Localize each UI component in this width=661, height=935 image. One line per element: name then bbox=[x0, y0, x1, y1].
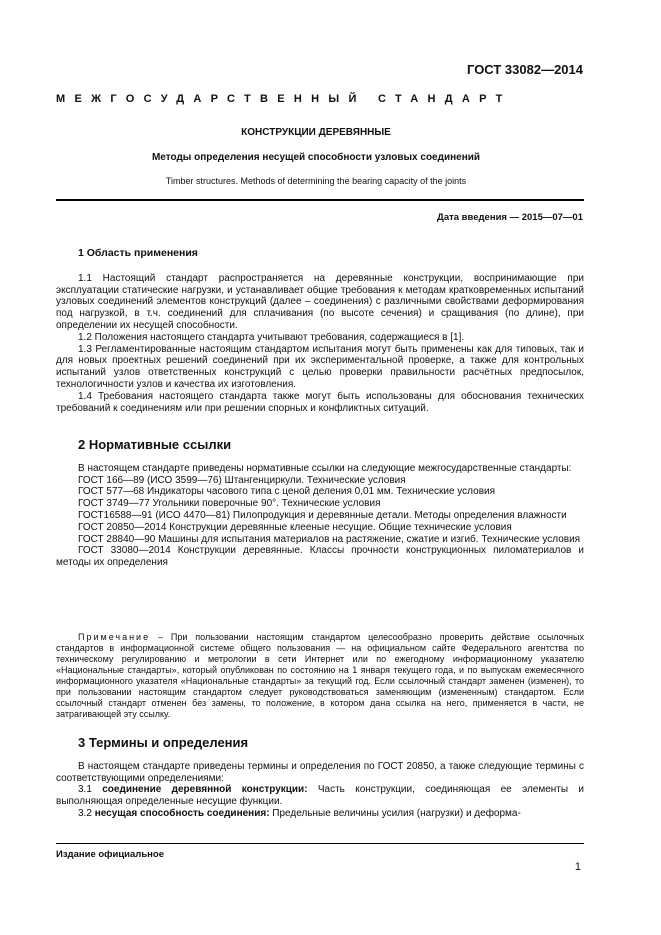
section-3-intro: В настоящем стандарте приведены термины и определения по ГОСТ 20850, а также следующие термины с соответствующими определениями: bbox=[56, 760, 584, 784]
term-name: несущая способность соединения: bbox=[94, 807, 270, 819]
term-name: соединение деревянной конструкции: bbox=[102, 784, 308, 796]
document-title: КОНСТРУКЦИИ ДЕРЕВЯННЫЕ bbox=[241, 127, 391, 138]
gost-number: ГОСТ 33082—2014 bbox=[467, 62, 583, 77]
term-3-1 bbox=[56, 784, 584, 808]
note-label: Примечание bbox=[78, 632, 151, 642]
official-edition-label: Издание официальное bbox=[56, 849, 164, 860]
term-number: 3.2 bbox=[78, 807, 95, 819]
reference-item: ГОСТ 166—89 (ИСО 3599—76) Штангенциркули. Технические условия bbox=[78, 474, 406, 486]
section-1-heading: 1 Область применения bbox=[78, 247, 198, 259]
paragraph-1-2: 1.2 Положения настоящего стандарта учитывают требования, содержащиеся в [1]. bbox=[78, 331, 465, 343]
paragraph-1-4: 1.4 Требования настоящего стандарта также могут быть использованы для обоснования технических требований к соединениям или при решении спорных и конфликтных ситуаций. bbox=[56, 390, 584, 414]
section-2-heading: 2 Нормативные ссылки bbox=[78, 437, 232, 452]
reference-item: ГОСТ16588—91 (ИСО 4470—81) Пилопродукция и деревянные детали. Методы определения влажности bbox=[78, 509, 567, 521]
reference-item: ГОСТ 33080—2014 Конструкции деревянные. Классы прочности конструкционных пиломатериалов и методы их определения bbox=[56, 545, 584, 569]
term-number: 3.1 bbox=[78, 784, 103, 796]
introduction-date: Дата введения — 2015—07—01 bbox=[437, 212, 583, 223]
document-subtitle: Методы определения несущей способности узловых соединений bbox=[151, 152, 481, 163]
reference-item: ГОСТ 20850—2014 Конструкции деревянные клееные несущие. Общие технические условия bbox=[78, 521, 512, 533]
note-text: – При пользовании настоящим стандартом целесообразно проверить действие ссылочных стандартов в информационной системе общего пользования — на официальном сайте Федерального агентства по техническому регулированию и метрологии в сети Интернет или по ежегодному информационному указателю «Национальные стандарты», который опубликован по состоянию на 1 января текущего года, и по выпускам ежемесячного информационного указателя «Национальные стандарты» за текущий год. Если ссылочный стандарт заменен (изменен), то при пользовании настоящим стандартом следует руководствоваться заменяющим (измененным) стандартом. Если ссылочный стандарт отменен без замены, то положение, в котором дана ссылка на него, применяется в части, не затрагивающей эту ссылку. bbox=[56, 632, 584, 719]
section-2-intro: В настоящем стандарте приведены нормативные ссылки на следующие межгосударственные стандарты: bbox=[78, 462, 572, 474]
interstate-standard-banner: МЕЖГОСУДАРСТВЕННЫЙ СТАНДАРТ bbox=[56, 93, 512, 105]
term-3-2 bbox=[56, 808, 584, 820]
reference-item: ГОСТ 3749—77 Угольники поверочные 90°. Технические условия bbox=[78, 498, 381, 510]
page-number: 1 bbox=[574, 861, 581, 873]
term-definition: Предельные величины усилия (нагрузки) и деформа- bbox=[269, 807, 521, 819]
section-3-heading: 3 Термины и определения bbox=[78, 735, 249, 750]
paragraph-1-1: 1.1 Настоящий стандарт распространяется на деревянные конструкции, воспринимающие при эксплуатации статические нагрузки, и устанавливает общие требования к методам кратковременных испытаний узловых соединений элементов конструкций (далее – соединения) с различными свойствами деформирования под нагрузкой, в т.ч. соединений для сплачивания (по высоте сечения) и сращивания (по длине), при определении их несущей способности. bbox=[56, 272, 584, 331]
footer-divider bbox=[56, 843, 584, 844]
document-title-english: Timber structures. Methods of determining the bearing capacity of the joints bbox=[165, 176, 467, 186]
paragraph-1-3: 1.3 Регламентированные настоящим стандартом испытания могут быть применены как для типовых, так и для новых проектных решений соединений при их экспериментальной проверке, а также для контрольных испытаний узлов ответственных конструкций с целью проверки правильности расчётных предпосылок, технологичности узлов и качества их изготовления. bbox=[56, 343, 584, 390]
section-terms-definitions bbox=[56, 737, 584, 820]
section-normative-references bbox=[56, 439, 584, 569]
normative-note bbox=[56, 632, 584, 720]
section-scope bbox=[56, 248, 584, 414]
reference-item: ГОСТ 28840—90 Машины для испытания материалов на растяжение, сжатие и изгиб. Технические условия bbox=[78, 533, 581, 545]
term-definition: Часть конструкции, соединяющая ее элементы и выполняющая определенные несущие функции. bbox=[56, 784, 584, 808]
note-paragraph bbox=[56, 632, 584, 720]
reference-item: ГОСТ 577—68 Индикаторы часового типа с ценой деления 0,01 мм. Технические условия bbox=[78, 486, 496, 498]
title-divider bbox=[56, 199, 584, 201]
